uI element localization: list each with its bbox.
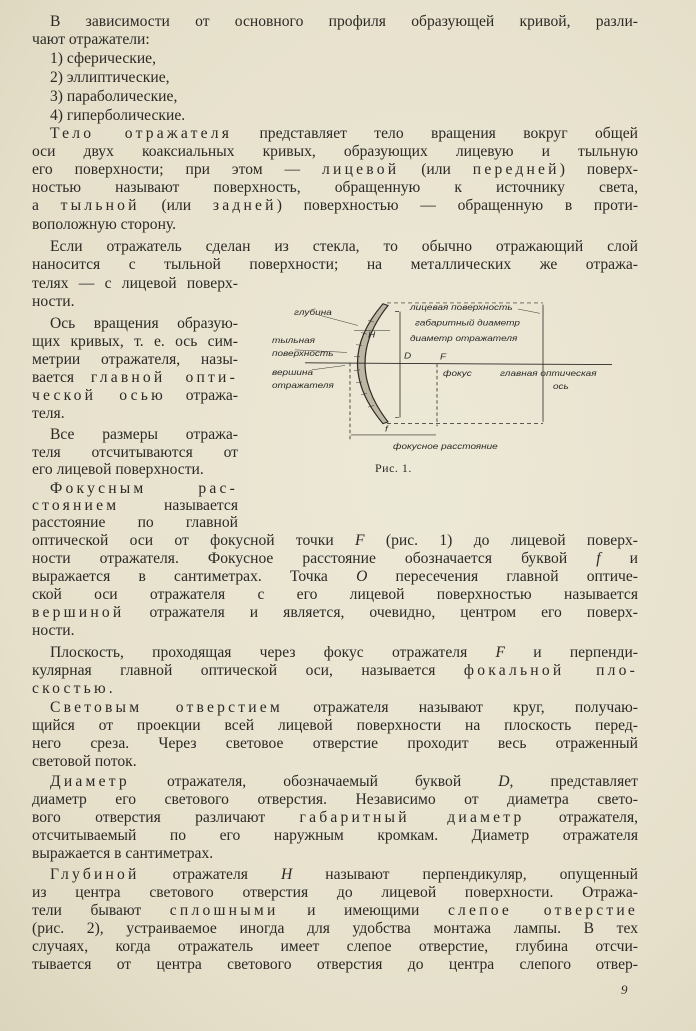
text-run: (или (399, 161, 473, 178)
text-run: тели бывают (32, 902, 170, 919)
text-line (32, 497, 238, 514)
text-line (32, 238, 638, 255)
text-line (32, 315, 238, 332)
text-run: отража- (165, 387, 238, 404)
text-line (32, 568, 638, 585)
math-symbol: F (355, 532, 365, 549)
text-line (32, 197, 638, 214)
emphasized-term: слепое отверстие (447, 902, 638, 919)
label-focal-distance: фокусное расстояние (393, 441, 498, 451)
text-run: теля. (32, 405, 65, 422)
label-back-surface: тыльная (272, 335, 315, 345)
text-run: световой поток. (32, 753, 137, 770)
label-optical-axis: главная оптическая (500, 368, 597, 378)
text-line (32, 699, 638, 716)
label-F: F (440, 351, 447, 362)
text-line (32, 125, 638, 142)
text-run: воположную сторону. (32, 216, 177, 233)
text-run: его лицевой поверхности. (32, 461, 204, 478)
text-run: и имеющими (278, 902, 448, 919)
text-run: вого отверстия различают (32, 809, 300, 826)
emphasized-term: Глубиной (50, 866, 140, 883)
text-run: отражателя называют круг, получаю- (282, 699, 638, 716)
text-run: ности отражателя. Фокусное расстояние обозначается буквой (32, 550, 597, 567)
text-line (32, 31, 638, 48)
main-optical-axis (305, 363, 612, 365)
emphasized-term: скостью (32, 680, 109, 697)
emphasized-term: габаритный диаметр (299, 809, 525, 826)
text-run: него среза. Через световое отверстие проходит весь отраженный (32, 735, 638, 752)
emphasized-term: сплошными (169, 902, 279, 919)
text-line (32, 532, 638, 549)
label-reflector-diameter: диаметр отражателя (410, 333, 518, 344)
text-run: (рис. 2), устраиваемое иногда для удобства монтажа лампы. В тех (32, 920, 638, 937)
text-line (32, 256, 638, 273)
emphasized-term: Фокусным рас- (50, 480, 238, 497)
text-line (32, 387, 238, 404)
text-run: и (600, 550, 638, 567)
text-line (32, 956, 638, 973)
text-run: ности. (32, 622, 75, 639)
math-symbol: H (280, 866, 293, 883)
text-run: его поверхности; при этом — (32, 161, 323, 178)
text-run: щийся от проекции всей лицевой поверхности на плоскость перед- (32, 717, 638, 734)
text-line (32, 514, 238, 531)
text-line (32, 107, 638, 124)
text-run: случаях, когда отражатель имеет слепое отверстие, глубина отсчи- (32, 938, 638, 955)
text-line (32, 405, 238, 422)
label-vertex-2: отражателя (272, 380, 334, 390)
text-line (32, 622, 638, 639)
text-line (32, 791, 638, 808)
text-run: Ось вращения образую- (50, 315, 238, 332)
math-symbol: F (495, 644, 506, 661)
label-overall-diameter: габаритный диаметр (415, 318, 520, 328)
text-run: теля отсчитываются от (32, 444, 238, 461)
label-f: f (385, 424, 388, 434)
text-line (32, 866, 638, 883)
label-focus: фокус (443, 368, 472, 378)
text-run: расстояние по главной (32, 514, 238, 531)
text-line (32, 13, 638, 30)
text-line (32, 480, 238, 497)
emphasized-term: вершиной (32, 604, 125, 621)
label-front-surface: лицевая поверхность (410, 302, 513, 312)
label-optical-axis-2: ось (553, 381, 569, 391)
label-back-surface-2: поверхность (272, 348, 334, 358)
text-run: Плоскость, проходящая через фокус отражателя (50, 644, 496, 661)
text-line (32, 717, 638, 734)
text-line (32, 773, 638, 790)
text-run: телях — с лицевой поверх- (32, 275, 238, 292)
emphasized-term: Тело отражателя (50, 125, 233, 142)
text-run: (рис. 1) до лицевой поверх- (364, 532, 638, 549)
text-line (32, 884, 638, 901)
text-run: и перпенди- (505, 644, 638, 661)
text-run: ностью называют поверхность, обращенную к источнику света, (32, 179, 638, 196)
label-vertex: вершина (272, 367, 314, 377)
text-run: ской оси отражателя с его лицевой поверхностью называется (32, 586, 638, 603)
text-run: вается (32, 369, 91, 386)
text-run: чают отражатели: (32, 31, 150, 48)
text-run: а (32, 197, 61, 214)
text-run: Все размеры отража- (50, 426, 238, 443)
text-run: выражается в сантиметрах. (32, 845, 214, 862)
text-run: отражателя, обозначаемый буквой (129, 773, 499, 790)
text-line (32, 444, 238, 461)
text-line (32, 275, 238, 292)
text-run: тывается от центра светового отверстия до центра слепого отвер- (32, 956, 638, 973)
text-run: метрии отражателя, назы- (32, 351, 238, 368)
text-line (32, 161, 638, 178)
emphasized-term: задней (212, 197, 277, 214)
emphasized-term: передней (472, 161, 560, 178)
emphasized-term: главной опти- (90, 369, 238, 386)
emphasized-term: Диаметр (50, 773, 130, 790)
text-line (32, 50, 638, 67)
math-symbol: O (356, 568, 368, 585)
text-line (32, 827, 638, 844)
text-run: из центра светового отверстия до лицевой поверхности. Отража- (32, 884, 638, 901)
figure-caption: Рис. 1. (375, 461, 412, 475)
text-run: (или (139, 197, 213, 214)
text-line (32, 902, 638, 919)
text-line (32, 426, 238, 443)
text-line (32, 143, 638, 160)
figure-reflector-diagram (250, 296, 670, 474)
text-run: называется (119, 497, 238, 514)
text-line (32, 88, 638, 105)
text-run: . (108, 680, 113, 697)
text-run: диаметр его светового отверстия. Независимо от диаметра свето- (32, 791, 638, 808)
label-D: D (404, 351, 412, 361)
text-line (32, 680, 638, 697)
text-line (32, 938, 638, 955)
text-run: оптической оси от фокусной точки (32, 532, 356, 549)
emphasized-term: стоянием (32, 497, 120, 514)
emphasized-term: Световым отверстием (50, 699, 283, 716)
text-run: отражателя и является, очевидно, центром его поверх- (124, 604, 638, 621)
text-line (32, 809, 638, 826)
text-run: представляет тело вращения вокруг общей (232, 125, 638, 142)
text-run: Если отражатель сделан из стекла, то обычно отражающий слой (50, 238, 638, 255)
text-line (32, 845, 638, 862)
text-line (32, 69, 638, 86)
text-line (32, 351, 238, 368)
text-run: кулярная главной оптической оси, называется (32, 662, 464, 679)
text-run: оси двух коаксиальных кривых, образующих лицевую и тыльную (32, 143, 638, 160)
text-line (32, 461, 238, 478)
text-run: 1) сферические, (50, 50, 156, 67)
text-run: отражателя (139, 866, 281, 883)
page-number: 9 (621, 982, 628, 997)
emphasized-term: фокальной пло- (463, 662, 638, 679)
text-run: пересечения главной оптиче- (367, 568, 638, 585)
text-run: ) поверх- (559, 161, 638, 178)
text-run: наносится с тыльной поверхности; на металлических же отража- (32, 256, 638, 273)
label-depth: глубина (294, 307, 332, 317)
text-line (32, 644, 638, 661)
text-run: щих кривых, т. е. ось сим- (32, 333, 238, 350)
text-line (32, 920, 638, 937)
text-line (32, 586, 638, 603)
label-H: H (368, 330, 376, 340)
text-run: выражается в сантиметрах. Точка (32, 568, 357, 585)
text-line (32, 550, 638, 567)
math-symbol: D (498, 773, 510, 790)
text-run: 4) гиперболические. (50, 107, 186, 124)
text-line (32, 604, 638, 621)
text-line (32, 293, 238, 310)
text-line (32, 662, 638, 679)
text-line (32, 216, 638, 233)
text-line (32, 735, 638, 752)
text-run: 2) эллиптические, (50, 69, 170, 86)
emphasized-term: лицевой (322, 161, 400, 178)
text-run: В зависимости от основного профиля образующей кривой, разли- (50, 13, 638, 30)
text-line (32, 753, 638, 770)
text-run: отсчитываемый по его наружным кромкам. Диаметр отражателя (32, 827, 638, 844)
text-run: , представляет (509, 773, 638, 790)
text-line (32, 333, 238, 350)
text-line (32, 369, 238, 386)
text-run: 3) параболические, (50, 88, 178, 105)
text-run: ности. (32, 293, 75, 310)
emphasized-term: тыльной (60, 197, 140, 214)
text-run: ) поверхностью — обращенную в проти- (276, 197, 639, 214)
math-symbol: f (596, 550, 601, 567)
emphasized-term: ческой осью (32, 387, 166, 404)
text-run: называют перпендикуляр, опущенный (292, 866, 638, 883)
text-line (32, 179, 638, 196)
text-run: отражателя, (524, 809, 639, 826)
